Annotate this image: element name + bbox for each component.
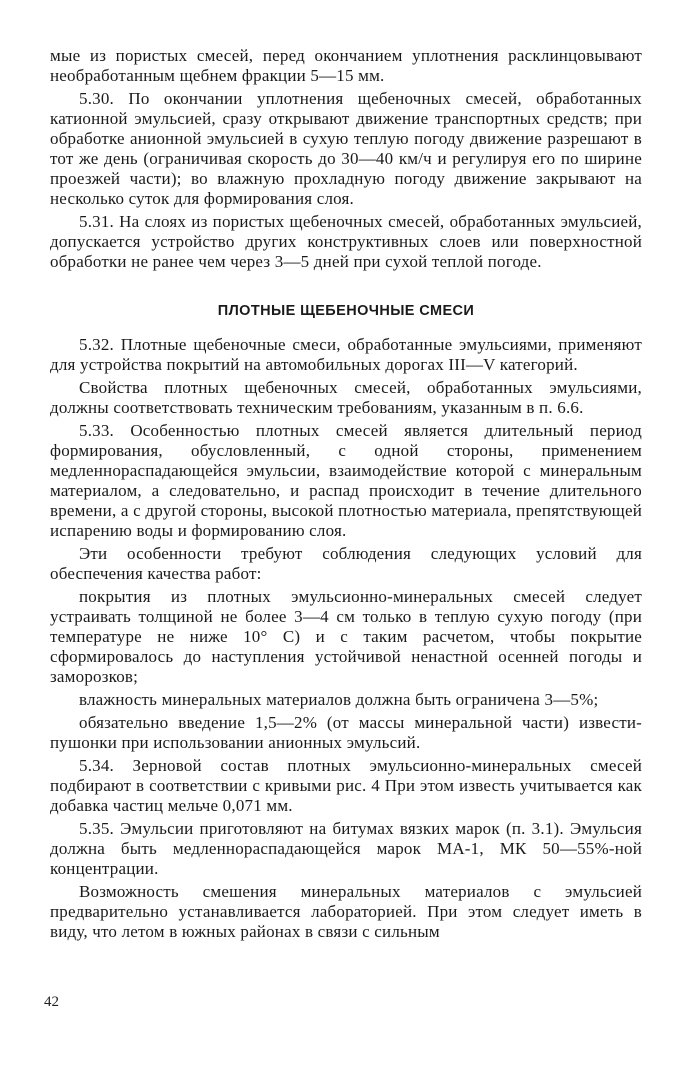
paragraph-5-31: 5.31. На слоях из пористых щебеночных смесей, обработанных эмульсией, допускается устройство других конструктивных слоев или поверхностной обработки не ранее чем через 3—5 дней при сухой теплой погоде. [50,212,642,271]
section-heading: ПЛОТНЫЕ ЩЕБЕНОЧНЫЕ СМЕСИ [217,303,475,319]
paragraph-condition-moisture: влажность минеральных материалов должна быть ограничена 3—5%; [79,690,599,709]
paragraph-continuation: мые из пористых смесей, перед окончанием уплотнения расклинцовывают необработанным щебнем фракции 5—15 мм. [50,46,642,85]
paragraph-5-35: 5.35. Эмульсии приготовляют на битумах вязких марок (п. 3.1). Эмульсия должна быть медленнораспадающейся марок МА-1, МК 50—55%-ной концентрации. [50,819,642,878]
paragraph-condition-thickness: покрытия из плотных эмульсионно-минеральных смесей следует устраивать толщиной не более 3—4 см только в теплую сухую погоду (при температуре не ниже 10° С) и с таким расчетом, чтобы покрытие сформировалось до наступления устойчивой ненастной осенней погоды и заморозков; [50,587,642,686]
paragraph-5-33: 5.33. Особенностью плотных смесей является длительный период формирования, обусловленный, с одной стороны, применением медленнораспадающейся эмульсии, взаимодействие которой с минеральным материалом, а следовательно, и распад происходит в течение длительного времени, а с другой стороны, высокой плотностью материала, препятствующей испарению воды и формированию слоя. [50,421,642,540]
paragraph-5-32: 5.32. Плотные щебеночные смеси, обработанные эмульсиями, применяют для устройства покрытий на автомобильных дорогах III—V категорий. [50,335,642,374]
paragraph-5-34: 5.34. Зерновой состав плотных эмульсионно-минеральных смесей подбирают в соответствии с кривыми рис. 4 При этом известь учитывается как добавка частиц мельче 0,071 мм. [50,756,642,815]
paragraph-5-30: 5.30. По окончании уплотнения щебеночных смесей, обработанных катионной эмульсией, сразу открывают движение транспортных средств; при обработке анионной эмульсией в сухую теплую погоду движение разрешают в тот же день (ограничивая скорость до 30—40 км/ч и регулируя его по ширине проезжей части); во влажную прохладную погоду движение закрывают на несколько суток для формирования слоя. [50,89,642,208]
page-body [50,46,642,945]
paragraph-mixing: Возможность смешения минеральных материалов с эмульсией предварительно устанавливается лабораторией. При этом следует иметь в виду, что летом в южных районах в связи с сильным [50,882,642,941]
paragraph-properties: Свойства плотных щебеночных смесей, обработанных эмульсиями, должны соответствовать техническим требованиям, указанным в п. 6.6. [50,378,642,417]
paragraph-condition-lime: обязательно введение 1,5—2% (от массы минеральной части) извести-пушонки при использовании анионных эмульсий. [50,713,642,752]
paragraph-conditions-intro: Эти особенности требуют соблюдения следующих условий для обеспечения качества работ: [50,544,642,583]
page-number: 42 [44,994,59,1010]
